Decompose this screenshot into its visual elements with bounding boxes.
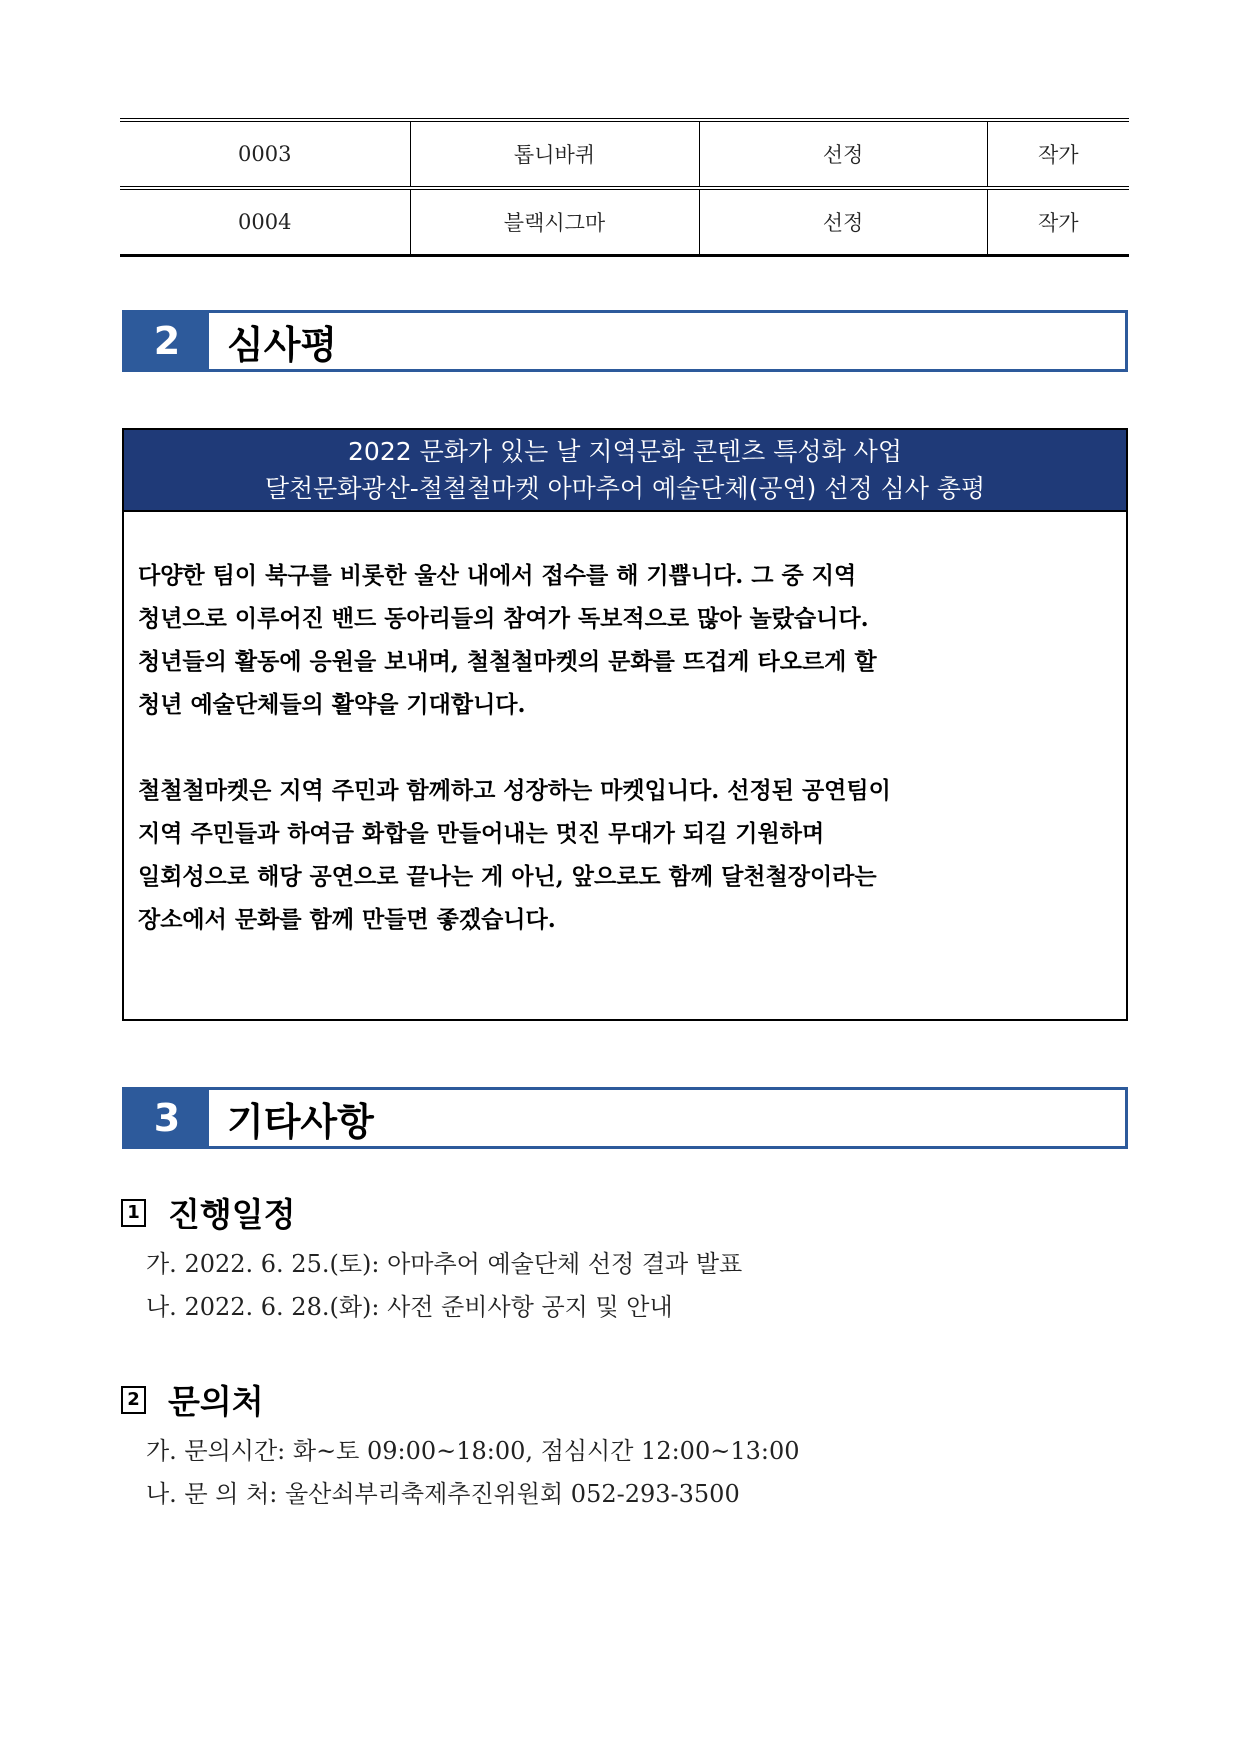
review-line: 청년 예술단체들의 활약을 기대합니다.	[138, 691, 526, 718]
review-line: 장소에서 문화를 함께 만들면 좋겠습니다.	[138, 906, 556, 933]
contact-title: 문의처	[168, 1382, 264, 1421]
contact-item: 가. 문의시간: 화~토 09:00~18:00, 점심시간 12:00~13:00	[146, 1437, 800, 1465]
table-row	[120, 120, 1129, 188]
schedule-title: 진행일정	[168, 1195, 296, 1234]
review-line: 일회성으로 해당 공연으로 끝나는 게 아닌, 앞으로도 함께 달천철장이라는	[138, 863, 877, 890]
review-line: 청년으로 이루어진 밴드 동아리들의 참여가 독보적으로 많아 놀랐습니다.	[138, 605, 869, 632]
section-3-header	[122, 1087, 1128, 1149]
review-heading-line: 달천문화광산-철철철마켓 아마추어 예술단체(공연) 선정 심사 총평	[264, 474, 986, 503]
paragraph-gap	[138, 726, 1112, 769]
category-cell: 작가	[1037, 143, 1079, 167]
number-box: 1	[121, 1199, 146, 1227]
review-line: 청년들의 활동에 응원을 보내며, 철철철마켓의 문화를 뜨겁게 타오르게 할	[138, 648, 877, 675]
review-line: 철철철마켓은 지역 주민과 함께하고 성장하는 마켓입니다. 선정된 공연팀이	[138, 777, 891, 804]
schedule-heading	[121, 1189, 296, 1236]
review-heading-line: 2022 문화가 있는 날 지역문화 콘텐츠 특성화 사업	[348, 437, 902, 466]
review-body	[124, 512, 1126, 941]
team-name-cell: 블랙시그마	[410, 188, 699, 256]
section-title: 기타사항	[209, 1090, 1125, 1146]
review-line: 다양한 팀이 북구를 비롯한 울산 내에서 접수를 해 기쁩니다. 그 중 지역	[138, 562, 857, 589]
section-number: 3	[125, 1090, 209, 1146]
section-number: 2	[125, 313, 209, 369]
schedule-item: 나. 2022. 6. 28.(화): 사전 준비사항 공지 및 안내	[146, 1293, 673, 1321]
category-cell: 작가	[987, 188, 1129, 256]
team-number-cell: 0003	[120, 120, 410, 188]
section-title: 심사평	[209, 313, 1125, 369]
result-cell: 선정	[699, 120, 987, 188]
schedule-item: 가. 2022. 6. 25.(토): 아마추어 예술단체 선정 결과 발표	[146, 1250, 743, 1278]
team-name-cell: 톱니바퀴	[410, 120, 699, 188]
review-heading	[124, 430, 1126, 512]
table-row	[120, 188, 1129, 256]
result-cell: 선정	[699, 188, 987, 256]
number-box: 2	[121, 1386, 146, 1414]
contact-item: 나. 문 의 처: 울산쇠부리축제추진위원회 052-293-3500	[146, 1480, 740, 1508]
review-box	[122, 428, 1128, 1021]
review-line: 지역 주민들과 하여금 화합을 만들어내는 멋진 무대가 되길 기원하며	[138, 820, 825, 847]
results-table	[120, 118, 1129, 257]
contact-heading	[121, 1376, 264, 1423]
section-2-header	[122, 310, 1128, 372]
team-number-cell: 0004	[120, 188, 410, 256]
